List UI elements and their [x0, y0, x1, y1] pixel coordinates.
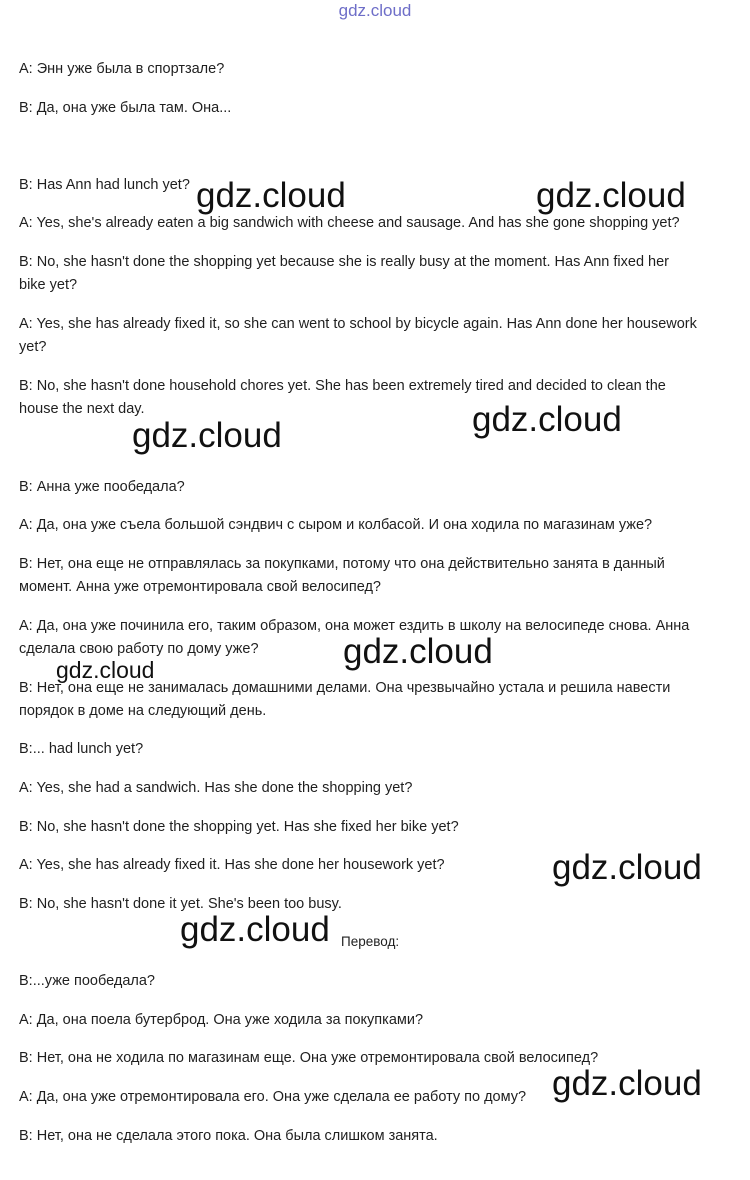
dialogue-line: house the next day. — [19, 401, 145, 417]
watermark: gdz.cloud — [180, 910, 330, 949]
dialogue-line: A: Да, она уже починила его, таким образом, она может ездить в школу на велосипеде снова. Анна — [19, 618, 690, 634]
dialogue-line: сделала свою работу по дому уже? — [19, 641, 259, 657]
watermark: gdz.cloud — [132, 416, 282, 455]
dialogue-line: A: Да, она поела бутерброд. Она уже ходила за покупками? — [19, 1012, 424, 1028]
dialogue-line: A: Да, она уже отремонтировала его. Она уже сделала ее работу по дому? — [19, 1089, 527, 1105]
dialogue-line: момент. Анна уже отремонтировала свой велосипед? — [19, 579, 381, 595]
dialogue-line: A: Yes, she has already fixed it. Has she done her housework yet? — [19, 857, 445, 873]
dialogue-line: B: No, she hasn't done the shopping yet. Has she fixed her bike yet? — [19, 819, 459, 835]
dialogue-line: B: Нет, она не сделала этого пока. Она была слишком занята. — [19, 1128, 438, 1144]
watermark: gdz.cloud — [343, 632, 493, 671]
dialogue-line: A: Yes, she had a sandwich. Has she done the shopping yet? — [19, 780, 413, 796]
dialogue-line: B: No, she hasn't done it yet. She's been too busy. — [19, 896, 342, 912]
header-watermark: gdz.cloud — [338, 1, 412, 20]
dialogue-line: B: No, she hasn't done the shopping yet because she is really busy at the moment. Has Ann fixed her — [19, 254, 670, 270]
dialogue-line: B: Анна уже пообедала? — [19, 479, 185, 495]
dialogue-line: B: Нет, она не ходила по магазинам еще. Она уже отремонтировала свой велосипед? — [19, 1050, 599, 1066]
dialogue-line: B:... had lunch yet? — [19, 741, 144, 757]
dialogue-line: B: Нет, она еще не отправлялась за покупками, потому что она действительно занята в данный — [19, 556, 665, 572]
dialogue-line: B: Has Ann had lunch yet? — [19, 177, 190, 193]
dialogue-line: B: No, she hasn't done household chores yet. She has been extremely tired and decided to clean the — [19, 378, 666, 394]
watermark: gdz.cloud — [472, 400, 622, 439]
dialogue-line: A: Yes, she's already eaten a big sandwich with cheese and sausage. And has she gone shopping yet? — [19, 215, 680, 231]
dialogue-line: bike yet? — [19, 277, 78, 293]
dialogue-line: порядок в доме на следующий день. — [19, 703, 267, 719]
dialogue-line: B:...уже пообедала? — [19, 973, 155, 989]
watermark: gdz.cloud — [196, 176, 346, 215]
watermark: gdz.cloud — [56, 657, 155, 683]
translation-label: Перевод: — [341, 934, 400, 949]
dialogue-line: B: Да, она уже была там. Она... — [19, 100, 232, 116]
watermark: gdz.cloud — [536, 176, 686, 215]
dialogue-line: A: Yes, she has already fixed it, so she can went to school by bicycle again. Has Ann done her housework — [19, 316, 697, 332]
watermark: gdz.cloud — [552, 1064, 702, 1103]
dialogue-line: A: Энн уже была в спортзале? — [19, 61, 225, 77]
dialogue-line: yet? — [19, 339, 47, 355]
dialogue-line: B: Нет, она еще не занималась домашними делами. Она чрезвычайно устала и решила навести — [19, 680, 671, 696]
watermark: gdz.cloud — [552, 848, 702, 887]
dialogue-line: A: Да, она уже съела большой сэндвич с сыром и колбасой. И она ходила по магазинам уже? — [19, 517, 653, 533]
